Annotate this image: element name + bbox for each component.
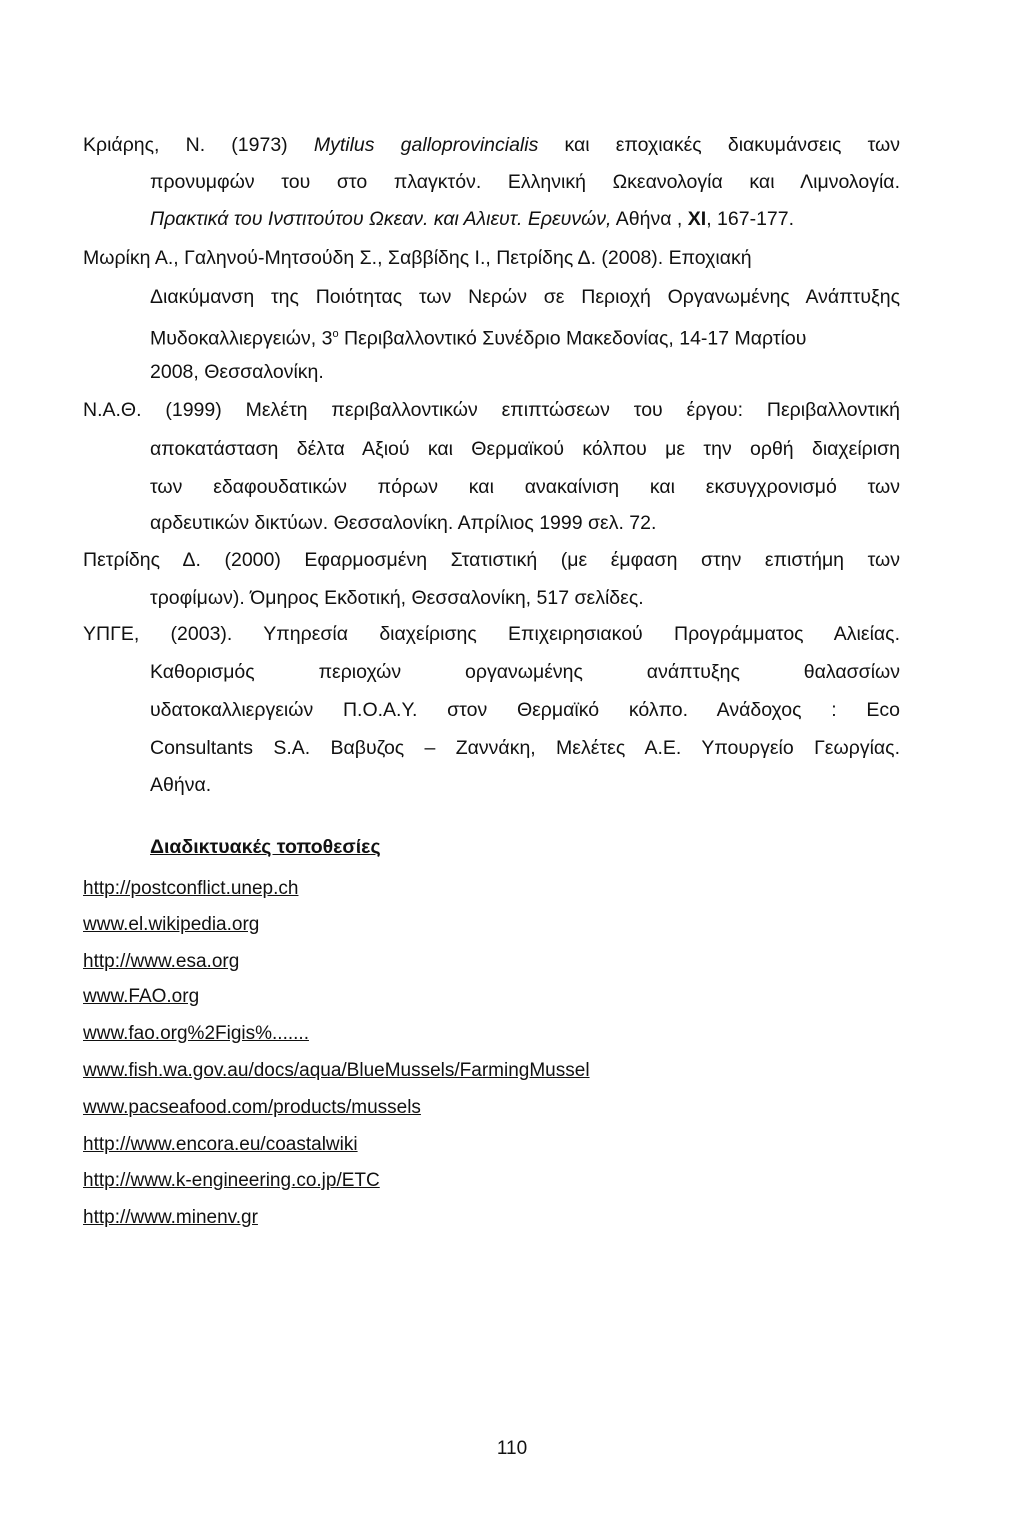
reference-line — [150, 360, 324, 384]
reference-text: Mytilus galloprovincialis — [313, 134, 539, 156]
reference-text: Κριάρης, Ν. (1973) — [83, 134, 314, 156]
page-number: 110 — [496, 1438, 528, 1459]
reference-text: Μωρίκη Α., Γαληνού-Μητσούδη Σ., Σαββίδης Ι., Πετρίδης Δ. (2008). Εποχιακή — [83, 247, 752, 269]
reference-line — [150, 207, 794, 231]
web-link[interactable]: www.fao.org%2Figis%....... — [83, 1023, 309, 1044]
reference-text: ΥΠΓΕ, (2003). Υπηρεσία διαχείρισης Επιχειρησιακού Προγράμματος Αλιείας. — [83, 623, 900, 645]
reference-line — [150, 511, 656, 535]
reference-line — [150, 773, 211, 797]
web-link[interactable]: www.el.wikipedia.org — [83, 914, 260, 935]
reference-line — [150, 660, 900, 684]
reference-text: Πρακτικά του Ινστιτούτου Ωκεαν. και Αλιευτ. Ερευνών, — [150, 208, 612, 230]
reference-text: Μυδοκαλλιεργειών, 3 — [150, 327, 333, 350]
reference-text: προνυμφών του στο πλαγκτόν. Ελληνική Ωκεανολογία και Λιμνολογία. — [150, 171, 900, 193]
reference-line — [83, 548, 900, 572]
web-link[interactable]: www.fish.wa.gov.au/docs/aqua/BlueMussels/FarmingMussel — [83, 1060, 590, 1081]
reference-line — [83, 133, 900, 157]
reference-line — [150, 437, 900, 461]
reference-line — [150, 285, 900, 309]
web-link[interactable]: http://postconflict.unep.ch — [83, 878, 299, 899]
reference-line — [83, 398, 900, 422]
reference-text: αποκατάσταση δέλτα Αξιού και Θερμαϊκού κόλπου με την ορθή διαχείριση — [150, 438, 900, 460]
reference-line — [150, 736, 900, 760]
reference-line — [83, 622, 900, 646]
reference-text: υδατοκαλλιεργειών Π.Ο.Α.Υ. στον Θερμαϊκό κόλπο. Ανάδοχος : Eco — [150, 699, 900, 721]
reference-text: Αθήνα. — [150, 774, 212, 796]
reference-text: ο — [332, 328, 339, 340]
reference-text: Καθορισμός περιοχών οργανωμένης ανάπτυξης θαλασσίων — [150, 661, 900, 683]
reference-text: Ν.Α.Θ. (1999) Μελέτη περιβαλλοντικών επιπτώσεων του έργου: Περιβαλλοντική — [83, 399, 900, 421]
reference-line — [150, 170, 900, 194]
web-link[interactable]: http://www.encora.eu/coastalwiki — [83, 1134, 358, 1155]
reference-line — [150, 698, 900, 722]
section-title: Διαδικτυακές τοποθεσίες — [150, 836, 381, 858]
reference-line — [150, 322, 806, 351]
web-link[interactable]: http://www.esa.org — [83, 951, 240, 972]
reference-text: Διακύμανση της Ποιότητας των Νερών σε Περιοχή Οργανωμένης Ανάπτυξης — [150, 286, 900, 308]
reference-text: και εποχιακές διακυμάνσεις των — [538, 134, 901, 156]
reference-line — [83, 246, 752, 270]
reference-text: XI — [687, 208, 707, 230]
reference-text: 2008, Θεσσαλονίκη. — [150, 361, 324, 383]
reference-text: αρδευτικών δικτύων. Θεσσαλονίκη. Απρίλιος 1999 σελ. 72. — [150, 512, 657, 534]
reference-text: , 167-177. — [706, 208, 795, 230]
reference-text: Πετρίδης Δ. (2000) Εφαρμοσμένη Στατιστική (με έμφαση στην επιστήμη των — [83, 549, 900, 571]
reference-text: Consultants S.A. Βαβυζος – Ζαννάκη, Μελέτες Α.Ε. Υπουργείο Γεωργίας. — [150, 737, 900, 759]
reference-text: των εδαφουδατικών πόρων και ανακαίνιση και εκσυγχρονισμό των — [150, 476, 900, 498]
web-link[interactable]: www.FAO.org — [83, 986, 200, 1007]
reference-line — [150, 475, 900, 499]
reference-text: Περιβαλλοντικό Συνέδριο Μακεδονίας, 14-17 Μαρτίου — [338, 327, 807, 350]
reference-text: τροφίμων). Όμηρος Εκδοτική, Θεσσαλονίκη, 517 σελίδες. — [150, 587, 644, 609]
web-link[interactable]: www.pacseafood.com/products/mussels — [83, 1097, 421, 1118]
reference-text: Αθήνα , — [611, 208, 688, 230]
reference-line — [150, 586, 644, 610]
web-link[interactable]: http://www.k-engineering.co.jp/ETC — [83, 1170, 380, 1191]
web-link[interactable]: http://www.minenv.gr — [83, 1207, 258, 1228]
